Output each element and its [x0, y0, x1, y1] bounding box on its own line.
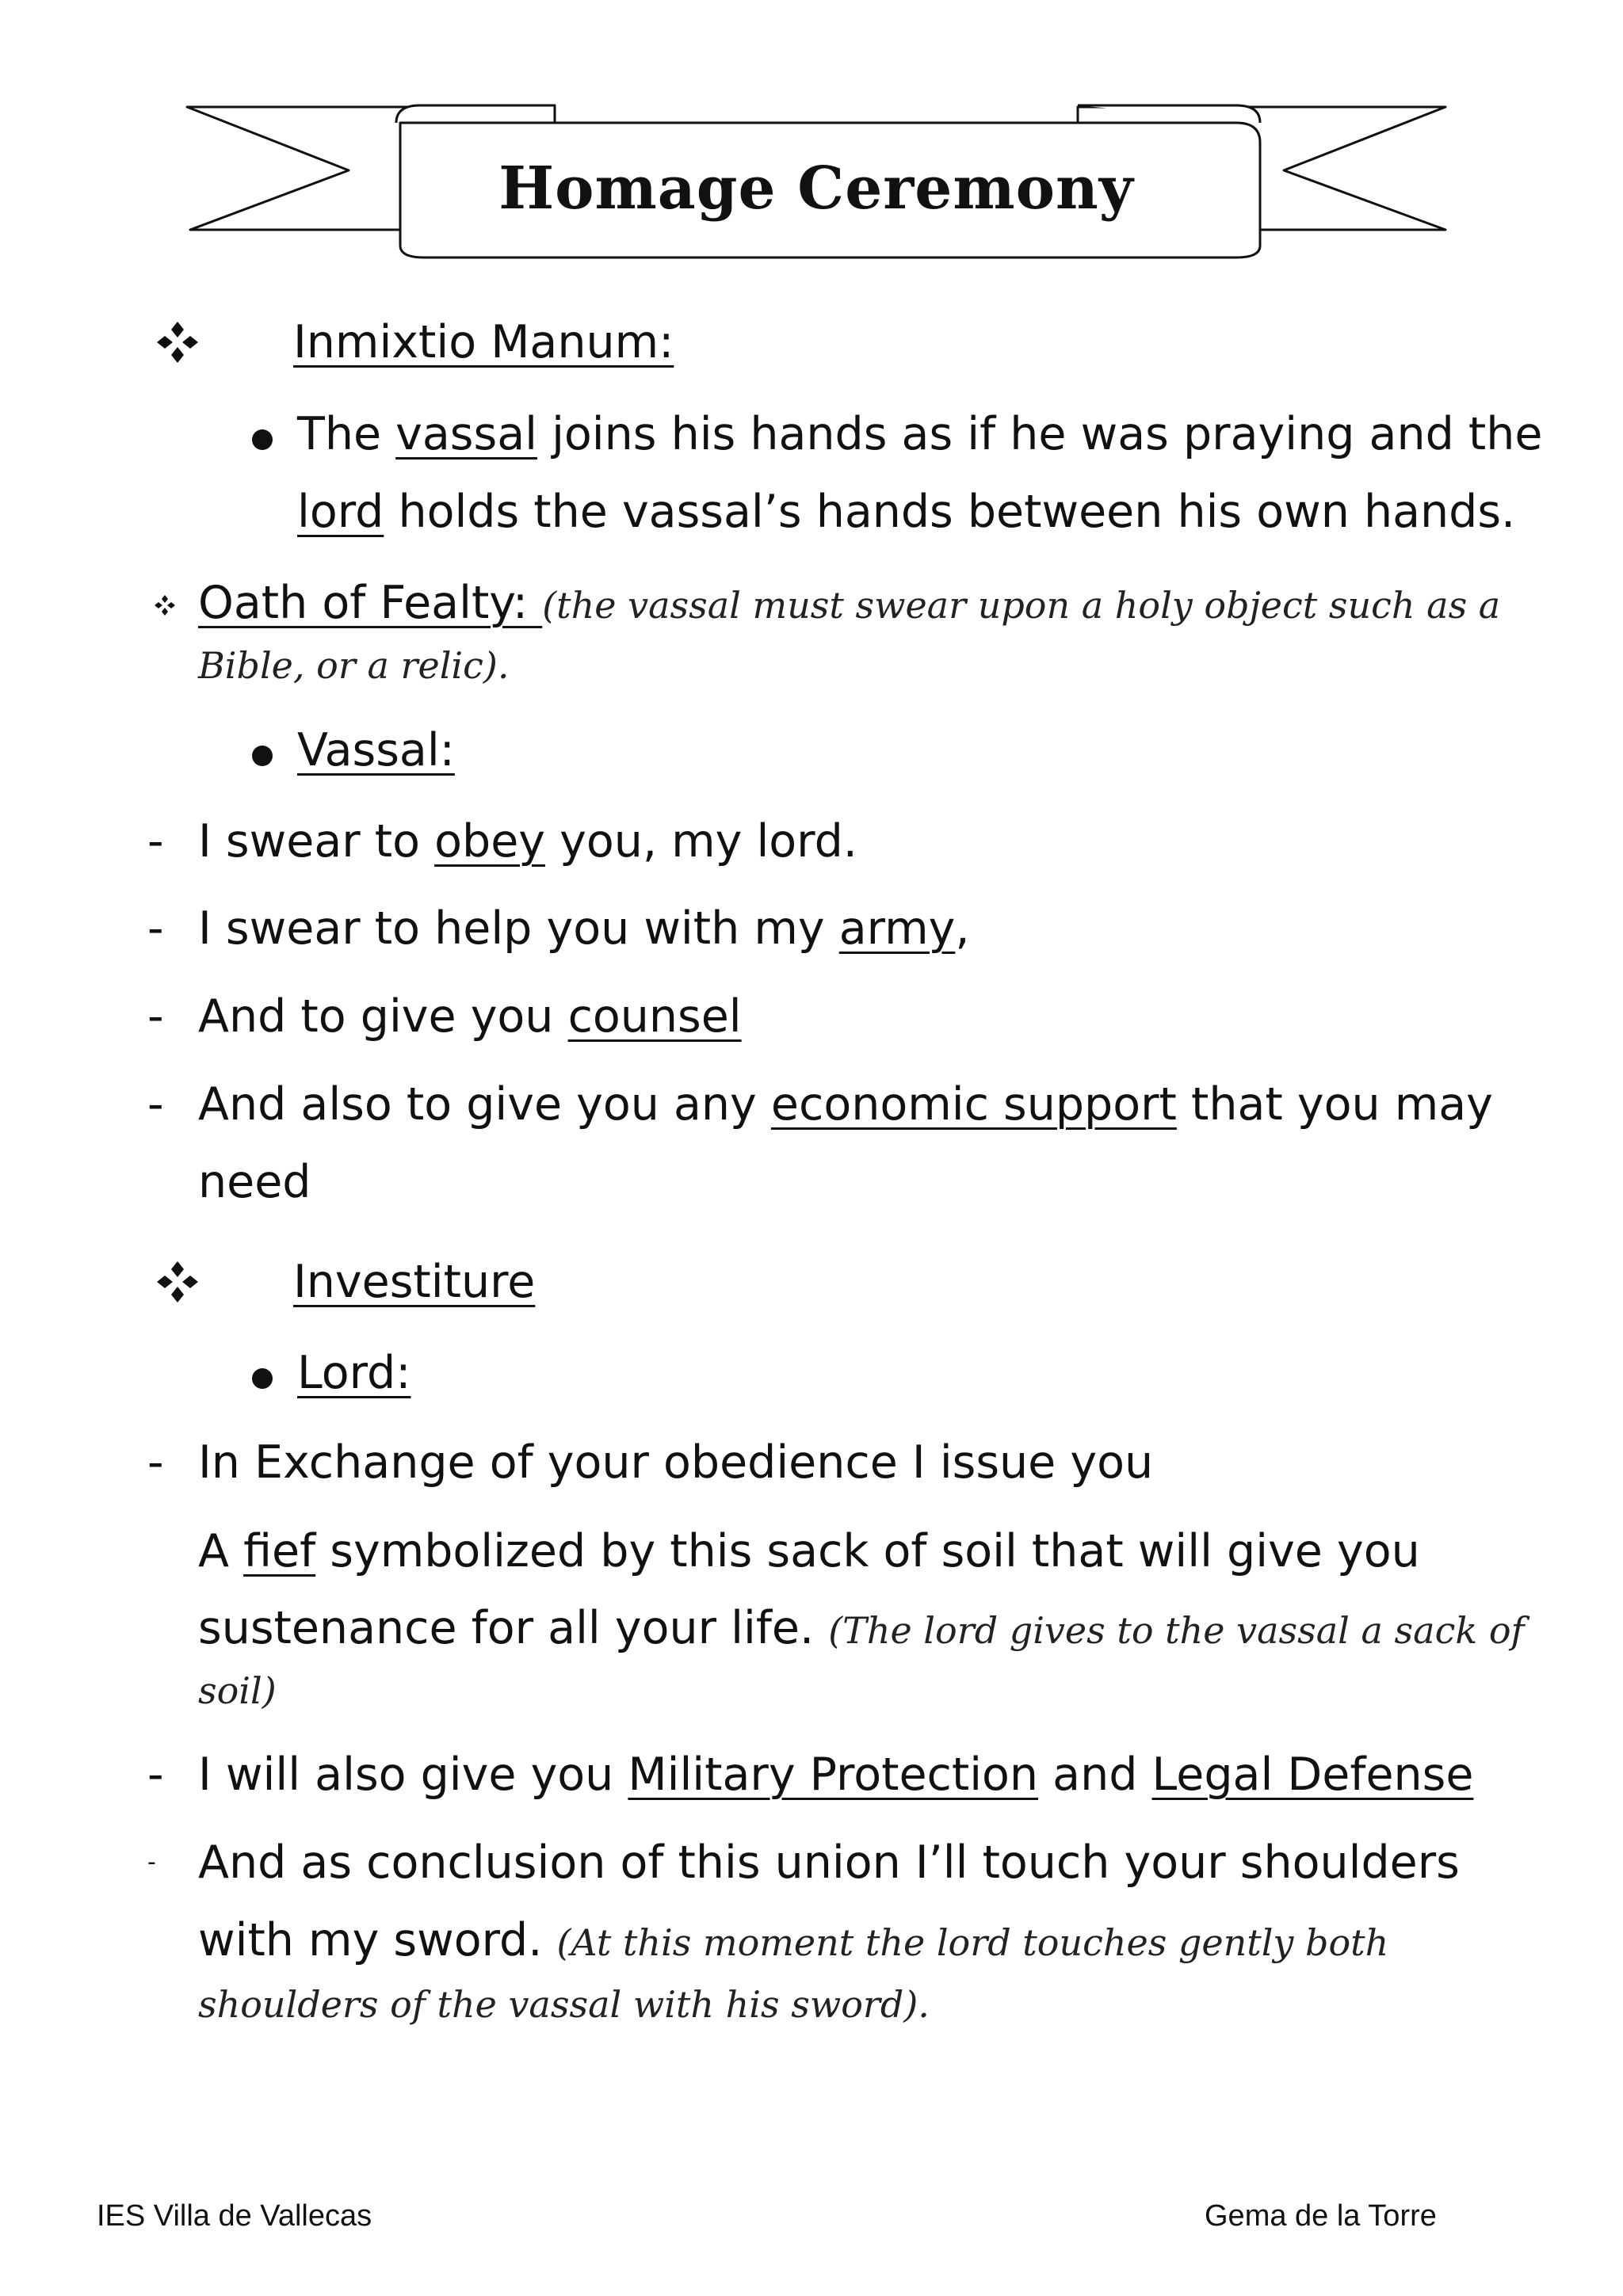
section-heading-inmixtio: Inmixtio Manum: — [293, 316, 674, 368]
oath-line-1: I swear to obey you, my lord. — [198, 815, 857, 868]
investiture-line-3: sustenance for all your life. (The lord gives to the vassal a sack of — [198, 1602, 1525, 1654]
dash-marker: - — [147, 1436, 164, 1489]
dash-marker: - — [147, 815, 164, 868]
dash-marker: - — [147, 1749, 164, 1801]
lord-label: Lord: — [297, 1347, 411, 1399]
oath-line-3: And to give you counsel — [198, 990, 742, 1043]
investiture-line-5: I will also give you Military Protection and Legal Defense — [198, 1749, 1474, 1801]
vassal-label: Vassal: — [297, 724, 455, 776]
diamond-bullet-icon — [155, 320, 200, 364]
investiture-line-1: In Exchange of your obedience I issue you — [198, 1436, 1154, 1489]
dash-marker: - — [147, 990, 164, 1043]
investiture-note-line-8: shoulders of the vassal with his sword). — [198, 1983, 930, 2026]
page-title: Homage Ceremony — [498, 154, 1134, 223]
diamond-bullet-icon — [154, 594, 176, 616]
section-heading-oath: Oath of Fealty: (the vassal must swear upon a holy object such as a — [198, 577, 1501, 629]
round-bullet-icon — [252, 429, 273, 450]
round-bullet-icon — [252, 746, 273, 766]
diamond-bullet-icon — [155, 1260, 200, 1304]
round-bullet-icon — [252, 1368, 273, 1389]
oath-note-line-2: Bible, or a relic). — [198, 644, 510, 687]
investiture-line-7: with my sword. (At this moment the lord touches gently both — [198, 1914, 1389, 1966]
dash-marker: - — [147, 1078, 164, 1131]
inmixtio-text-line-1: The vassal joins his hands as if he was praying and the — [297, 408, 1543, 460]
footer-school: IES Villa de Vallecas — [97, 2199, 372, 2233]
dash-marker: - — [147, 1848, 156, 1876]
dash-marker: - — [147, 902, 164, 955]
oath-line-4: And also to give you any economic support that you may — [198, 1078, 1493, 1131]
investiture-line-2: A fief symbolized by this sack of soil that will give you — [198, 1525, 1420, 1577]
oath-line-2: I swear to help you with my army, — [198, 902, 970, 955]
inmixtio-text-line-2: lord holds the vassal’s hands between his own hands. — [297, 486, 1516, 538]
investiture-line-6: And as conclusion of this union I’ll touch your shoulders — [198, 1836, 1460, 1889]
section-heading-investiture: Investiture — [293, 1256, 536, 1308]
footer-author: Gema de la Torre — [1205, 2199, 1437, 2233]
title-banner — [182, 99, 1450, 269]
investiture-note-line-4: soil) — [198, 1669, 277, 1712]
oath-line-4-cont: need — [198, 1156, 311, 1208]
